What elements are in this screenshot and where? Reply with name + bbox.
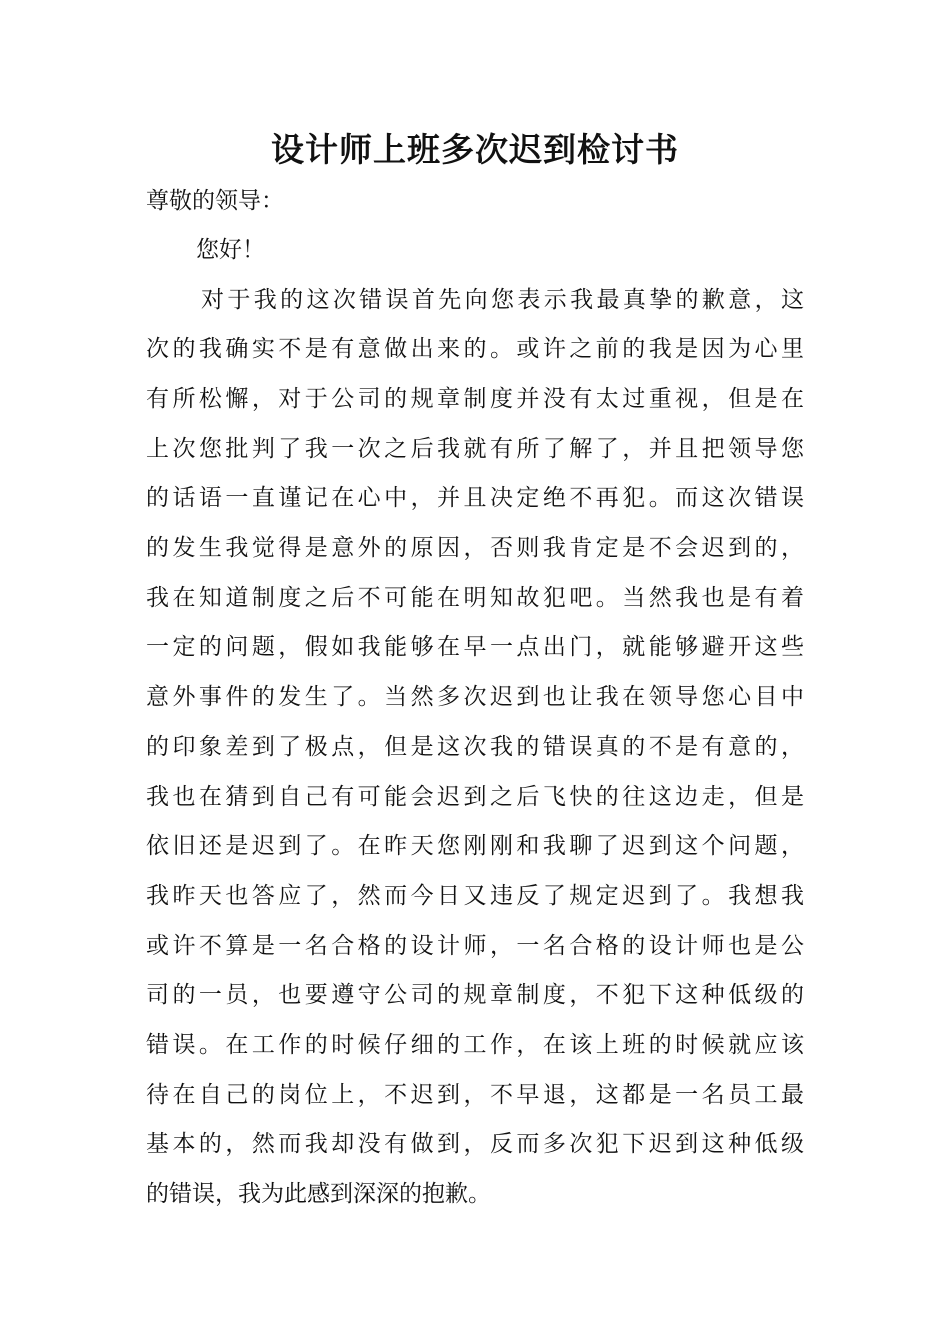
body-line: 次的我确实不是有意做出来的。或许之前的我是因为心里 [146,336,804,362]
body-line: 司的一员，也要遵守公司的规章制度，不犯下这种低级的 [146,982,804,1008]
body-line: 的错误，我为此感到深深的抱歉。 [146,1181,491,1207]
body-line: 意外事件的发生了。当然多次迟到也让我在领导您心目中 [146,684,804,710]
body-line: 上次您批判了我一次之后我就有所了解了，并且把领导您 [146,436,804,462]
body-line: 一定的问题，假如我能够在早一点出门，就能够避开这些 [146,634,804,660]
body-line: 我也在猜到自己有可能会迟到之后飞快的往这边走，但是 [146,784,804,810]
body-line: 依旧还是迟到了。在昨天您刚刚和我聊了迟到这个问题， [146,833,804,859]
body-line: 我在知道制度之后不可能在明知故犯吧。当然我也是有着 [146,585,804,611]
body-line: 我昨天也答应了，然而今日又违反了规定迟到了。我想我 [146,883,804,909]
salutation: 尊敬的领导： [146,188,284,214]
body-line: 待在自己的岗位上，不迟到，不早退，这都是一名员工最 [146,1082,804,1108]
body-line: 基本的，然而我却没有做到，反而多次犯下迟到这种低级 [146,1131,804,1157]
body-line: 或许不算是一名合格的设计师，一名合格的设计师也是公 [146,933,804,959]
greeting: 您好！ [196,237,265,263]
body-line: 的发生我觉得是意外的原因，否则我肯定是不会迟到的， [146,535,804,561]
body-line: 对于我的这次错误首先向您表示我最真挚的歉意，这 [201,287,804,313]
body-line: 的话语一直谨记在心中，并且决定绝不再犯。而这次错误 [146,485,804,511]
body-line: 有所松懈，对于公司的规章制度并没有太过重视，但是在 [146,386,804,412]
body-line: 的印象差到了极点，但是这次我的错误真的不是有意的， [146,734,804,760]
body-line: 错误。在工作的时候仔细的工作，在该上班的时候就应该 [146,1032,804,1058]
document-title: 设计师上班多次迟到检讨书 [271,130,679,169]
